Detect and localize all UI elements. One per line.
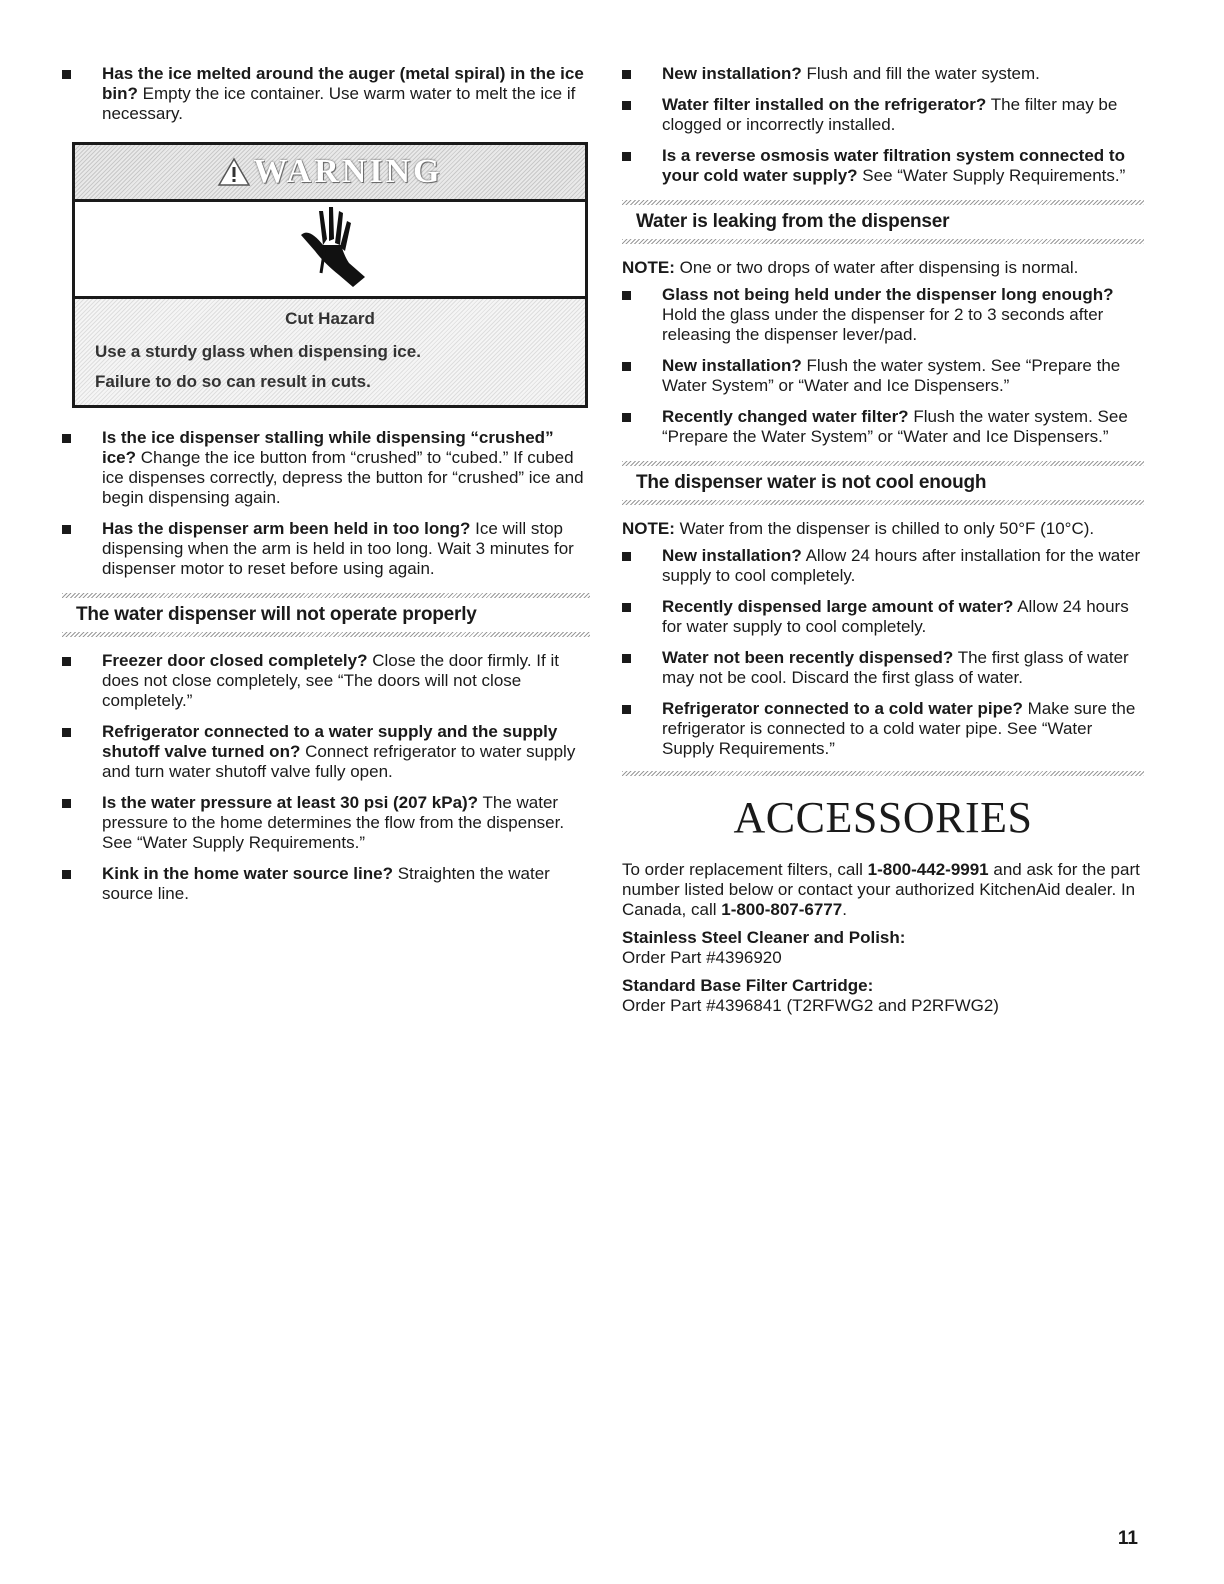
- right-column: [622, 64, 1144, 1022]
- list-item: Water not been recently dispensed? The first glass of water may not be cool. Discard the first glass of water.: [622, 648, 1144, 688]
- section-heading: [62, 593, 590, 637]
- warning-symbol: [75, 202, 585, 299]
- list-item: Has the dispenser arm been held in too long? Ice will stop dispensing when the arm is held in too long. Wait 3 minutes for dispenser motor to reset before using again.: [62, 519, 590, 579]
- phone-canada: 1-800-807-6777: [721, 900, 843, 919]
- warning-header: [75, 145, 585, 202]
- bullet-icon: [622, 152, 631, 161]
- note: NOTE: Water from the dispenser is chilled to only 50°F (10°C).: [622, 519, 1095, 538]
- hazard-title: Cut Hazard: [285, 309, 375, 328]
- list-item: Is a reverse osmosis water filtration system connected to your cold water supply? See “Water Supply Requirements.”: [622, 146, 1144, 186]
- list-item: Refrigerator connected to a water supply and the supply shutoff valve turned on? Connect refrigerator to water supply and turn water shutoff valve fully open.: [62, 722, 590, 782]
- bullet-icon: [62, 525, 71, 534]
- bullet-icon: [62, 799, 71, 808]
- bullet-icon: [622, 603, 631, 612]
- accessory-name: Stainless Steel Cleaner and Polish:: [622, 928, 906, 947]
- bullet-icon: [622, 70, 631, 79]
- list-item: Kink in the home water source line? Straighten the water source line.: [62, 864, 590, 904]
- accessories-intro: To order replacement filters, call 1-800-442-9991 and ask for the part number listed below or contact your authorized KitchenAid dealer. In Canada, call 1-800-807-6777.: [622, 860, 1140, 919]
- accessory-part: Order Part #4396841 (T2RFWG2 and P2RFWG2): [622, 996, 999, 1015]
- heading-text: The water dispenser will not operate properly: [76, 604, 477, 625]
- bullet-icon: [622, 291, 631, 300]
- list-item: New installation? Flush the water system. See “Prepare the Water System” or “Water and Ice Dispensers.”: [622, 356, 1144, 396]
- phone-us: 1-800-442-9991: [867, 860, 989, 879]
- warning-title: WARNING: [253, 153, 443, 190]
- list-item: Refrigerator connected to a cold water pipe? Make sure the refrigerator is connected to a cold water pipe. See “Water Supply Requirements.”: [622, 699, 1144, 759]
- left-column: [62, 64, 590, 915]
- list-item: Has the ice melted around the auger (metal spiral) in the ice bin? Empty the ice container. Use warm water to melt the ice if necessary.: [62, 64, 590, 124]
- accessory-name: Standard Base Filter Cartridge:: [622, 976, 874, 995]
- heading-text: Water is leaking from the dispenser: [636, 211, 950, 232]
- divider: [622, 771, 1144, 776]
- note: NOTE: One or two drops of water after dispensing is normal.: [622, 258, 1079, 277]
- accessory-part: Order Part #4396920: [622, 948, 782, 967]
- section-heading: [622, 461, 1144, 505]
- bullet-icon: [62, 70, 71, 79]
- bullet-icon: [62, 657, 71, 666]
- heading-text: The dispenser water is not cool enough: [636, 472, 987, 493]
- warning-triangle-icon: [217, 157, 251, 187]
- divider: [622, 500, 1144, 505]
- bullet-icon: [62, 434, 71, 443]
- list-item: Recently dispensed large amount of water? Allow 24 hours for water supply to cool completely.: [622, 597, 1144, 637]
- list-item: Is the water pressure at least 30 psi (207 kPa)? The water pressure to the home determines the flow from the dispenser. See “Water Supply Requirements.”: [62, 793, 590, 853]
- bullet-icon: [622, 413, 631, 422]
- page-number: 11: [1117, 1528, 1138, 1549]
- cut-hand-icon: [285, 205, 375, 293]
- warning-instruction: Use a sturdy glass when dispensing ice.: [95, 342, 421, 361]
- warning-box: [72, 142, 588, 408]
- bullet-icon: [622, 654, 631, 663]
- list-item: Freezer door closed completely? Close the door firmly. If it does not close completely, see “The doors will not close completely.”: [62, 651, 590, 711]
- accessory-item: [622, 976, 1144, 1016]
- section-heading: [622, 200, 1144, 244]
- accessories-title: ACCESSORIES: [733, 793, 1033, 842]
- divider: [622, 239, 1144, 244]
- list-item: Water filter installed on the refrigerator? The filter may be clogged or incorrectly installed.: [622, 95, 1144, 135]
- bullet-icon: [622, 552, 631, 561]
- bullet-icon: [62, 870, 71, 879]
- bullet-icon: [622, 362, 631, 371]
- list-item: Glass not being held under the dispenser long enough? Hold the glass under the dispenser for 2 to 3 seconds after releasing the dispenser lever/pad.: [622, 285, 1144, 345]
- warning-consequence: Failure to do so can result in cuts.: [95, 372, 371, 391]
- bullet-icon: [622, 101, 631, 110]
- bullet-icon: [62, 728, 71, 737]
- list-item: New installation? Allow 24 hours after installation for the water supply to cool completely.: [622, 546, 1144, 586]
- list-item: Is the ice dispenser stalling while dispensing “crushed” ice? Change the ice button from “crushed” to “cubed.” If cubed ice dispenses correctly, depress the button for “crushed” ice and begin dispensing again.: [62, 428, 590, 508]
- bullet-icon: [622, 705, 631, 714]
- warning-body: [75, 299, 585, 405]
- accessory-item: [622, 928, 1144, 968]
- list-item: Recently changed water filter? Flush the water system. See “Prepare the Water System” or “Water and Ice Dispensers.”: [622, 407, 1144, 447]
- list-item: New installation? Flush and fill the water system.: [622, 64, 1144, 84]
- divider: [62, 632, 590, 637]
